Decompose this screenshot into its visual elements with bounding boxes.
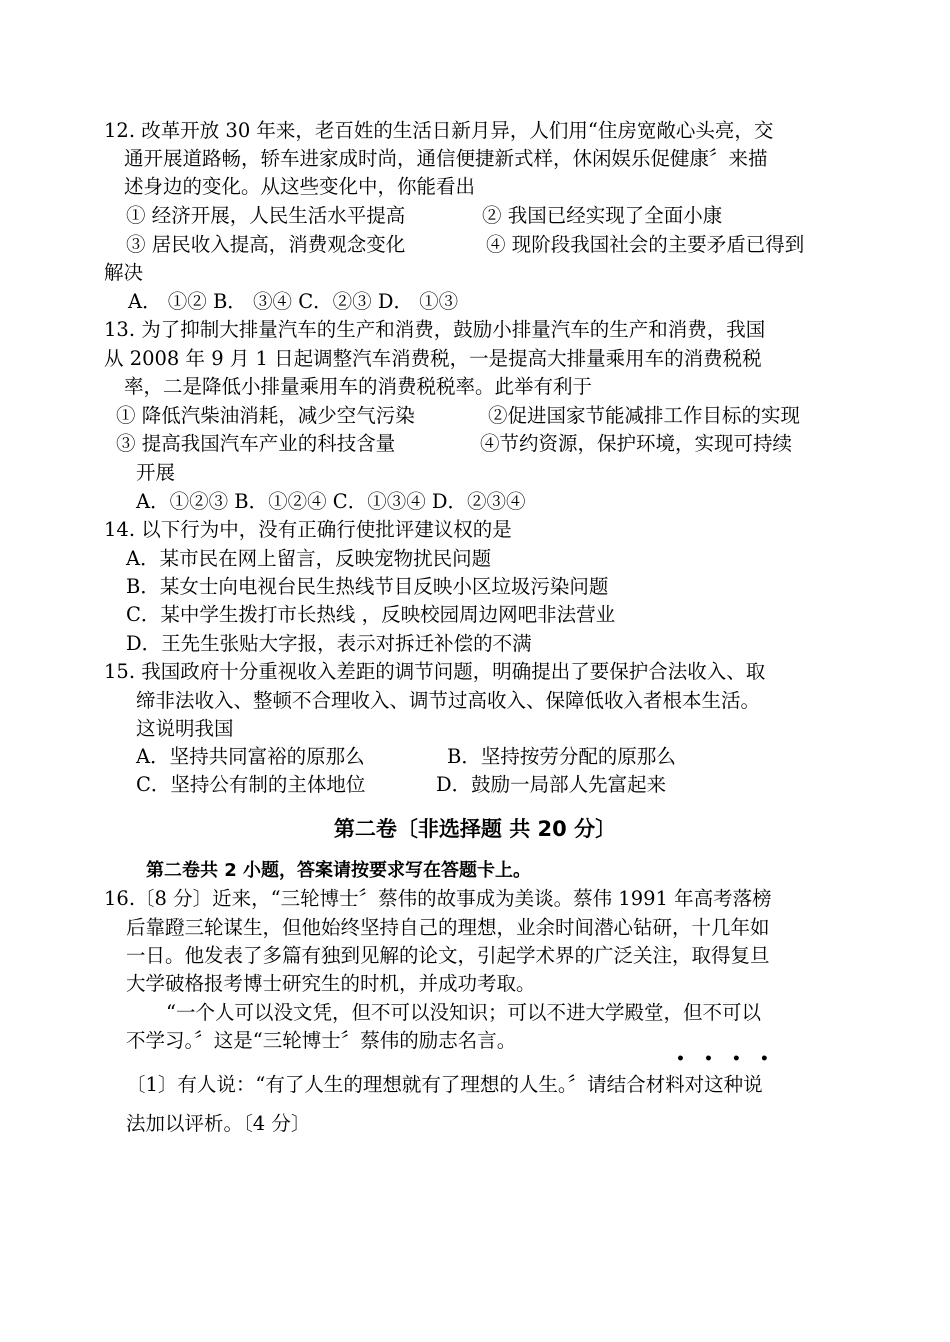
q12-answer-choices: A． ①② B． ③④ C．②③ D． ①③	[128, 290, 459, 313]
q15-stem-line-1: 15. 我国政府十分重视收入差距的调节问题，明确提出了要保护合法收入、取	[104, 660, 766, 683]
q13-answer-choices: A．①②③ B．①②④ C．①③④ D．②③④	[136, 490, 526, 513]
q13-option-3: ③ 提高我国汽车产业的科技含量	[116, 432, 396, 455]
section-instruction: 第二卷共 2 小题，答案请按要求写在答题卡上。	[146, 860, 532, 881]
q12-option-4: ④ 现阶段我国社会的主要矛盾已得到	[486, 233, 805, 256]
q16-sub1-line-1: 〔1〕有人说：“有了人生的理想就有了理想的人生。〞请结合材料对这种说	[126, 1073, 763, 1096]
q14-option-d: D．王先生张贴大字报，表示对拆迁补偿的不满	[126, 632, 532, 655]
q13-stem-line-3: 率，二是降低小排量乘用车的消费税税率。此举有利于	[124, 375, 593, 398]
q15-stem-line-2: 缔非法收入、整顿不合理收入、调节过高收入、保障低收入者根本生活。	[136, 689, 761, 712]
q15-option-b: B．坚持按劳分配的原那么	[447, 745, 676, 768]
q13-option-1: ① 降低汽柴油消耗，减少空气污染	[116, 404, 415, 427]
section-title: 第二卷〔非选择题 共 20 分〕	[333, 817, 617, 841]
q16-material-line-1: 16.〔8 分〕近来，“三轮博士〞蔡伟的故事成为美谈。蔡伟 1991 年高考落榜	[104, 887, 772, 910]
q14-option-b: B．某女士向电视台民生热线节目反映小区垃圾污染问题	[126, 575, 609, 598]
q13-option-4: ④节约资源，保护环境，实现可持续	[480, 432, 793, 455]
q15-option-a: A．坚持共同富裕的原那么	[136, 745, 365, 768]
q13-option-4-cont: 开展	[136, 461, 176, 484]
q12-stem-line-3: 述身边的变化。从这些变化中，你能看出	[124, 175, 476, 198]
q13-stem-line-1: 13. 为了抑制大排量汽车的生产和消费，鼓励小排量汽车的生产和消费，我国	[104, 318, 766, 341]
q13-stem-line-2: 从 2008 年 9 月 1 日起调整汽车消费税，一是提高大排量乘用车的消费税税	[104, 347, 762, 370]
q13-option-2: ②促进国家节能减排工作目标的实现	[488, 404, 801, 427]
q16-material-line-2: 后靠蹬三轮谋生，但他始终坚持自己的理想，业余时间潜心钻研，十几年如	[126, 916, 770, 939]
q15-option-c: C．坚持公有制的主体地位	[136, 773, 366, 796]
q16-sub1-line-2: 法加以评析。〔4 分〕	[126, 1112, 311, 1135]
q15-option-d: D．鼓励一局部人先富起来	[436, 773, 667, 796]
q14-option-a: A．某市民在网上留言，反映宠物扰民问题	[126, 547, 492, 570]
q16-quote-line-2: 不学习。〞这是“三轮博士〞蔡伟的励志名言。	[126, 1029, 517, 1052]
q12-stem-line-2: 通开展道路畅，轿车进家成时尚，通信便捷新式样，休闲娱乐促健康〞来描	[124, 147, 768, 170]
q12-option-4-cont: 解决	[104, 261, 144, 284]
q12-option-1: ① 经济开展，人民生活水平提高	[126, 204, 406, 227]
q16-material-line-4: 大学破格报考博士研究生的时机，并成功考取。	[126, 972, 536, 995]
q12-stem-line-1: 12. 改革开放 30 年来，老百姓的生活日新月异，人们用“住房宽敞心头亮，交	[104, 119, 774, 142]
emphasis-dots: ••••	[676, 1051, 788, 1067]
q16-quote-line-1: “一个人可以没文凭，但不可以没知识；可以不进大学殿堂，但不可以	[166, 1001, 761, 1024]
q14-stem: 14. 以下行为中，没有正确行使批评建议权的是	[104, 518, 512, 541]
q12-option-2: ② 我国已经实现了全面小康	[482, 204, 723, 227]
q14-option-c: C．某中学生拨打市长热线 ，反映校园周边网吧非法营业	[126, 603, 616, 626]
q16-material-line-3: 一日。他发表了多篇有独到见解的论文，引起学术界的广泛关注，取得复旦	[126, 944, 770, 967]
q12-option-3: ③ 居民收入提高，消费观念变化	[126, 233, 406, 256]
q15-stem-line-3: 这说明我国	[136, 717, 234, 740]
